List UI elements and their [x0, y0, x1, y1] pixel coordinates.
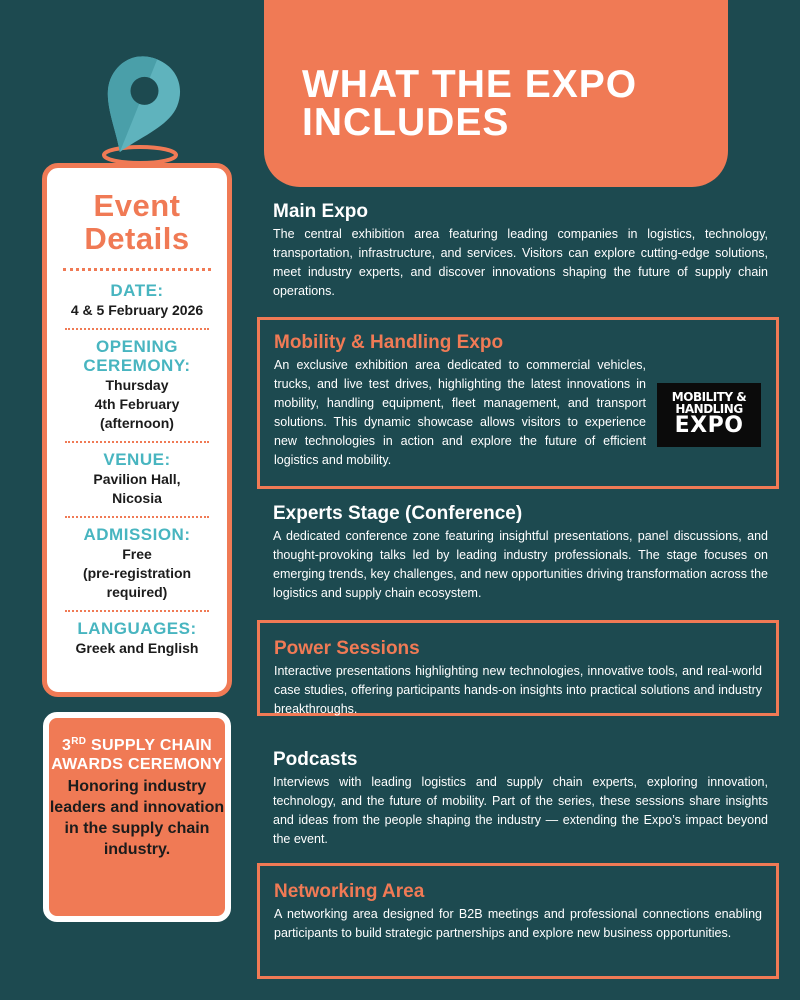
section-experts-stage: [273, 503, 768, 603]
section-main-expo: [273, 201, 768, 301]
section-text: A networking area designed for B2B meetings and professional connections enabling participants to build strategic partnerships and explore new business opportunities.: [274, 907, 762, 940]
event-value: Pavilion Hall, Nicosia: [93, 471, 181, 506]
awards-title: [49, 732, 225, 774]
event-details-title: [47, 189, 227, 255]
section-text: A dedicated conference zone featuring insightful presentations, panel discussions, and thought-provoking talks led by leading industry professionals. The stage focuses on emerging trends, key challenges, and new opportunities driving transformation across the logistics and supply chain ecosystem.: [273, 529, 768, 600]
section-text: The central exhibition area featuring leading companies in logistics, technology, transportation, infrastructure, and services. Visitors can explore cutting-edge solutions, meet industry experts, and discover innovations shaping the future of supply chain operations.: [273, 227, 768, 298]
dotted-divider: [65, 441, 209, 443]
event-details-title-line1: Event: [93, 188, 181, 223]
section-text: Interviews with leading logistics and supply chain experts, exploring innovation, technology, and the future of mobility. Part of the series, these sessions share insights and ideas from the people shaping the industry — extending the Expo’s impact beyond the event.: [273, 775, 768, 846]
section-title: Power Sessions: [274, 638, 420, 659]
event-value: 4 & 5 February 2026: [70, 302, 204, 318]
section-power-sessions: [257, 620, 779, 716]
section-text: Interactive presentations highlighting new technologies, innovative tools, and real-world case studies, offering participants hands-on insights into practical solutions and industry breakthroughs.: [274, 664, 762, 716]
dotted-divider: [65, 610, 209, 612]
event-label: LANGUAGES:: [77, 619, 197, 638]
logo-line1: MOBILITY &: [671, 390, 747, 404]
event-item-venue: [47, 450, 227, 508]
dotted-divider: [63, 268, 211, 271]
event-item-admission: [47, 525, 227, 602]
dotted-divider: [65, 328, 209, 330]
event-value: Greek and English: [75, 640, 199, 656]
section-title: Podcasts: [273, 749, 358, 770]
section-mobility-handling-expo: [257, 317, 779, 489]
event-label: DATE:: [110, 281, 164, 300]
section-title: Mobility & Handling Expo: [274, 332, 504, 353]
event-item-opening-ceremony: [47, 337, 227, 433]
event-label: ADMISSION:: [83, 525, 191, 544]
logo-line2: HANDLING: [675, 402, 743, 416]
page-title: WHAT THE EXPO INCLUDES: [302, 63, 638, 144]
awards-title-rest: SUPPLY CHAIN AWARDS CEREMONY: [51, 737, 223, 773]
awards-ordinal-suffix: RD: [71, 736, 87, 747]
logo-line3: EXPO: [674, 413, 744, 438]
section-title: Main Expo: [273, 201, 369, 222]
awards-ordinal: 3: [62, 737, 72, 754]
event-item-date: [47, 281, 227, 320]
event-value: Free (pre-registration required): [82, 546, 192, 600]
event-label: VENUE:: [103, 450, 171, 469]
awards-text: Honoring industry leaders and innovation in the supply chain industry.: [49, 778, 225, 858]
section-networking-area: [257, 863, 779, 979]
section-podcasts: [273, 749, 768, 849]
section-title: Experts Stage (Conference): [273, 503, 523, 524]
event-label: OPENING CEREMONY:: [83, 337, 191, 375]
event-value: Thursday 4th February (afternoon): [94, 377, 180, 431]
header-banner: [264, 0, 728, 187]
map-pin-icon: [98, 52, 182, 164]
event-details-title-line2: Details: [84, 221, 190, 256]
dotted-divider: [65, 516, 209, 518]
section-text: An exclusive exhibition area dedicated to commercial vehicles, trucks, and live test drives, highlighting the latest innovations in mobility, handling equipment, fleet management, and transport solutions. This dynamic showcase allows visitors to experience new technologies in action and explore the future of efficient logistics and mobility.: [274, 358, 646, 467]
section-title: Networking Area: [274, 881, 425, 902]
awards-card: [43, 712, 231, 922]
event-details-card: [42, 163, 232, 697]
event-item-languages: [47, 619, 227, 658]
mobility-handling-expo-logo: [657, 383, 761, 447]
